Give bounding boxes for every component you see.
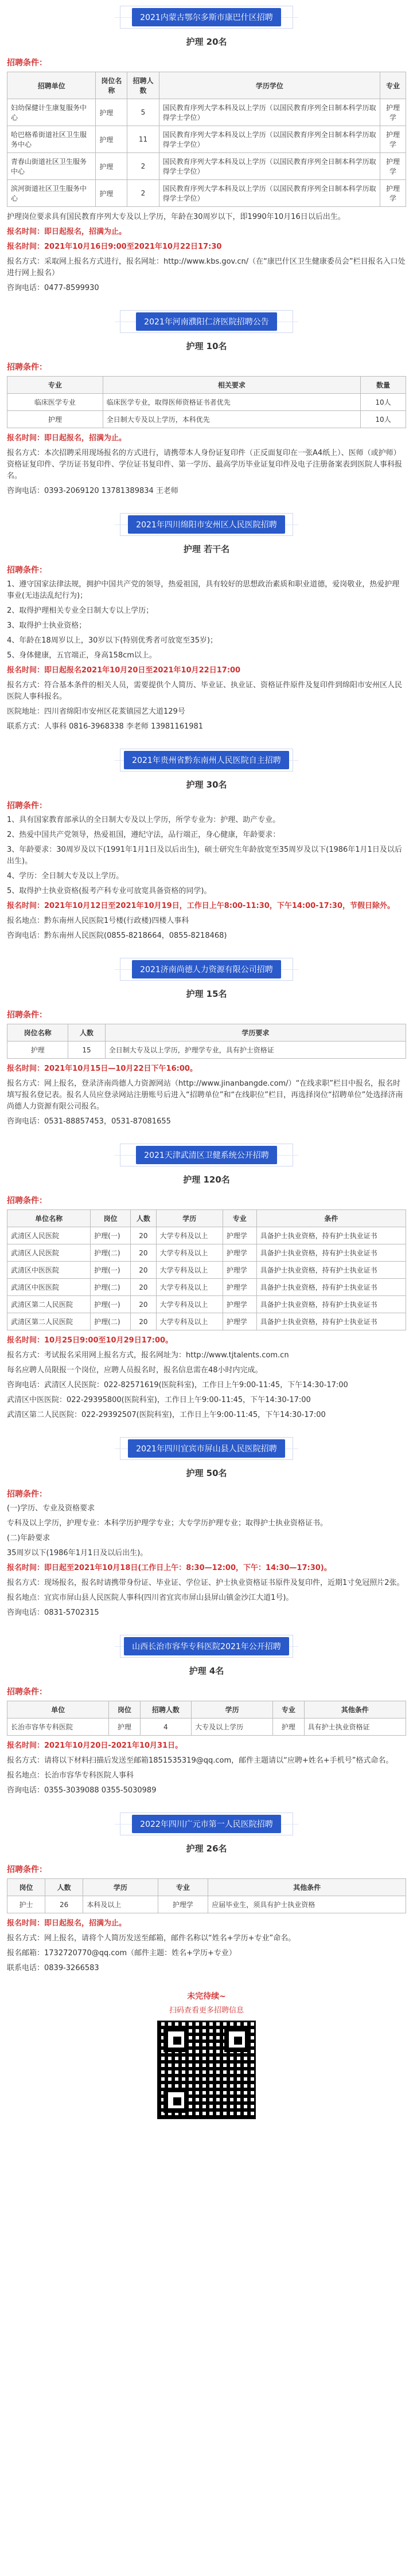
- section-title-box: [120, 958, 293, 981]
- note: 武清区第二人民医院：022-29392507(医院科室)，工作日上午9:00-11:45，下午14:30-17:00: [7, 1411, 326, 1419]
- table-row: [7, 99, 406, 126]
- note: 医院地址：四川省绵阳市安州区花荄镇园艺大道129号: [7, 707, 185, 716]
- table-cell: 10人: [360, 411, 406, 428]
- table-cell: 护理学: [223, 1262, 256, 1279]
- note: 联系电话：0839-3266583: [7, 1964, 99, 1972]
- table-cell: 大学专科及以上: [156, 1296, 223, 1313]
- section-title: 2022年四川广元市第一人民医院招聘: [132, 1815, 281, 1833]
- note: 咨询电话：0531-88857453，0531-87081655: [7, 1117, 171, 1126]
- table-header: 其他条件: [208, 1879, 406, 1896]
- table-cell: 4: [140, 1718, 191, 1736]
- note: 报名地点：长治市容华专科医院人事科: [7, 1771, 134, 1780]
- table-header: 其他条件: [304, 1701, 406, 1718]
- table-cell: 武清区第二人民医院: [7, 1313, 91, 1330]
- note: 咨询电话：武清区人民医院：022-82571619(医院科室)，工作日上午9:00-11:45，下午14:30-17:00: [7, 1381, 348, 1389]
- section-title-box: [120, 1635, 293, 1658]
- table-row: [7, 1296, 406, 1313]
- note: 每名应聘人员限报一个岗位，应聘人员报名时，报名信息需在48小时内完成。: [7, 1366, 263, 1375]
- section-title: 山西长治市容华专科医院2021年公开招聘: [124, 1637, 289, 1655]
- note: (一)学历、专业及资格要求: [7, 1504, 95, 1513]
- table-cell: 大学专科及以上: [156, 1279, 223, 1296]
- table-cell: 20: [131, 1313, 156, 1330]
- table-header: 岗位: [91, 1210, 131, 1227]
- table-cell: 护理: [96, 153, 127, 180]
- note: 报名方式：采取网上报名方式进行，报名网址：http://www.kbs.gov.cn/（在“康巴什区卫生健康委员会”栏目报名入口处进行网上报名）: [7, 257, 406, 277]
- table-cell: 武清区中医医院: [7, 1262, 91, 1279]
- table-cell: 护理: [96, 126, 127, 153]
- table-cell: 国民教育序列大学本科及以上学历（以国民教育序列全日制本科学历取得学士学位）: [159, 180, 380, 207]
- conditions-label: 招聘条件：: [7, 1490, 47, 1499]
- table-header: 相关要求: [103, 377, 360, 394]
- conditions-label: 招聘条件：: [7, 58, 47, 68]
- table-cell: 护理(一): [91, 1296, 131, 1313]
- table-cell: 大学专科及以上: [156, 1227, 223, 1244]
- table-cell: 护理学: [380, 153, 406, 180]
- qr-code[interactable]: [157, 2021, 256, 2119]
- table-cell: 大专及以上学历: [192, 1718, 273, 1736]
- table-header: 专业: [223, 1210, 256, 1227]
- table-header: 招聘人数: [127, 72, 159, 99]
- note: 报名邮箱：1732720770@qq.com（邮件主题：姓名+学历+专业）: [7, 1949, 236, 1958]
- table-cell: 20: [131, 1227, 156, 1244]
- note: 3、取得护士执业资格；: [7, 621, 87, 630]
- table-cell: 本科及以上: [83, 1896, 158, 1913]
- recruit-section-4: [7, 958, 406, 1128]
- post-count: 护理 20名: [186, 37, 227, 47]
- table-cell: 全日制大专及以上学历，护理学专业，具有护士资格证: [105, 1042, 406, 1059]
- recruit-table: [7, 72, 406, 207]
- table-header: 单位: [7, 1701, 109, 1718]
- conditions-label: 招聘条件：: [7, 566, 47, 575]
- table-header: 条件: [256, 1210, 406, 1227]
- table-cell: 具备护士执业资格，持有护士执业证书: [256, 1227, 406, 1244]
- table-cell: 国民教育序列大学本科及以上学历（以国民教育序列全日制本科学历取得学士学位）: [159, 153, 380, 180]
- note: 报名方式：网上报名，登录济南尚德人力资源网站（http://www.jinanbangde.com/）“在线求职”栏目中报名，报名时填写报名登记表。报名人员应登录网站注册账号后进入“招聘单位”和“在线职位”栏目，再选择岗位“招聘单位”处选择济南尚德人力资源有限公司报名。: [7, 1079, 403, 1111]
- note: 1、遵守国家法律法规，拥护中国共产党的领导，热爱祖国，具有较好的思想政治素质和职业道德，爱岗敬业，热爱护理事业(无违法乱纪行为)；: [7, 580, 400, 600]
- recruit-section-5: [7, 1144, 406, 1421]
- section-title: 2021济南尚德人力资源有限公司招聘: [132, 960, 281, 978]
- table-header: 招聘人数: [140, 1701, 191, 1718]
- table-cell: 护理: [109, 1718, 140, 1736]
- section-title-box: [120, 6, 293, 29]
- table-cell: 武清区第二人民医院: [7, 1296, 91, 1313]
- table-header: 人数: [68, 1024, 105, 1042]
- table-cell: 具备护士执业资格，持有护士执业证书: [256, 1296, 406, 1313]
- post-count: 护理 若干名: [183, 544, 230, 554]
- section-title-box: [120, 749, 293, 772]
- table-header: 学历: [156, 1210, 223, 1227]
- table-header: 学历学位: [159, 72, 380, 99]
- note: 报名时间：即日起报名，招满为止。: [7, 1919, 127, 1928]
- table-header: 学历要求: [105, 1024, 406, 1042]
- conditions-label: 招聘条件：: [7, 801, 47, 811]
- note: 报名时间：即日起报名2021年10月20日至2021年10月22日17:00: [7, 666, 241, 675]
- table-cell: 护理: [273, 1718, 304, 1736]
- recruit-section-3: [7, 749, 406, 942]
- recruit-section-6: [7, 1437, 406, 1619]
- note: 报名时间：2021年10月16日9:00至2021年10月22日17:30: [7, 242, 222, 251]
- table-cell: 大学专科及以上: [156, 1244, 223, 1262]
- table-cell: 应届毕业生，须具有护士执业资格: [208, 1896, 406, 1913]
- table-cell: 长治市容华专科医院: [7, 1718, 109, 1736]
- table-cell: 武清区人民医院: [7, 1244, 91, 1262]
- table-cell: 具备护士执业资格，持有护士执业证书: [256, 1262, 406, 1279]
- qr-eye-icon: [224, 2027, 250, 2052]
- table-cell: 国民教育序列大学本科及以上学历（以国民教育序列全日制本科学历取得学士学位）: [159, 99, 380, 126]
- recruit-section-8: [7, 1812, 406, 1974]
- table-cell: 临床医学专业: [7, 394, 103, 411]
- table-cell: 15: [68, 1042, 105, 1059]
- recruitment-page: [0, 6, 413, 2119]
- note: 报名时间：10月25日9:00至10月29日17:00。: [7, 1336, 173, 1345]
- table-header: 专业: [7, 377, 103, 394]
- table-cell: 具有护士执业资格证: [304, 1718, 406, 1736]
- table-header: 岗位名称: [7, 1024, 68, 1042]
- table-cell: 武清区人民医院: [7, 1227, 91, 1244]
- table-cell: 护理(一): [91, 1227, 131, 1244]
- table-cell: 护理: [7, 411, 103, 428]
- note: 咨询电话：0477-8599930: [7, 284, 99, 292]
- table-row: [7, 1227, 406, 1244]
- table-cell: 5: [127, 99, 159, 126]
- table-cell: 20: [131, 1244, 156, 1262]
- table-row: [7, 180, 406, 207]
- table-cell: 国民教育序列大学本科及以上学历（以国民教育序列全日制本科学历取得学士学位）: [159, 126, 380, 153]
- note: 2、热爱中国共产党领导，热爱祖国，遵纪守法，品行端正，身心健康，年龄要求：: [7, 831, 280, 839]
- section-title: 2021年四川宜宾市屏山县人民医院招聘: [128, 1439, 285, 1458]
- note: 护理岗位要求具有国民教育序列大专及以上学历，年龄在30周岁以下，即1990年10月16日以后出生。: [7, 213, 345, 221]
- qr-code-container: [0, 2021, 413, 2119]
- table-cell: 护理(二): [91, 1244, 131, 1262]
- note: 联系方式：人事科 0816-3968338 李老师 13981161981: [7, 722, 204, 731]
- table-cell: 20: [131, 1279, 156, 1296]
- table-header: 人数: [131, 1210, 156, 1227]
- table-cell: 护理学: [380, 126, 406, 153]
- section-title-box: [120, 513, 293, 536]
- table-header: 专业: [380, 72, 406, 99]
- note: 报名时间：即日起报名，招满为止。: [7, 434, 127, 443]
- table-cell: 护理(二): [91, 1279, 131, 1296]
- note: 报名方式：本次招聘采用现场报名的方式进行，请携带本人身份证复印件（正反面复印在一张A4纸上）、医师（或护师）资格证复印件、学历证书复印件、学位证书复印件、第一学历、最高学历毕业证复印件及电子注册备案表到医院人事科报名。: [7, 449, 403, 480]
- note: 4、年龄在18周岁以上，30岁以下(特别优秀者可放宽至35岁)；: [7, 636, 218, 645]
- recruit-table: [7, 1878, 406, 1913]
- footer-hint: 未完待续~: [187, 1992, 226, 2001]
- qr-eye-icon: [163, 2088, 189, 2113]
- table-cell: 2: [127, 180, 159, 207]
- post-count: 护理 120名: [183, 1175, 230, 1185]
- post-count: 护理 15名: [186, 989, 227, 999]
- table-row: [7, 1244, 406, 1262]
- post-count: 护理 26名: [186, 1843, 227, 1854]
- recruit-section-7: [7, 1635, 406, 1796]
- table-header: 岗位名称: [96, 72, 127, 99]
- table-row: [7, 411, 406, 428]
- note: 3、年龄要求：30周岁及以下(1991年1月1日及以后出生)，硕士研究生年龄放宽至35周岁及以下(1986年1月1日及以后出生)。: [7, 845, 402, 866]
- table-row: [7, 126, 406, 153]
- table-cell: 滨河街道社区卫生服务中心: [7, 180, 96, 207]
- post-count: 护理 50名: [186, 1468, 227, 1478]
- table-cell: 护理学: [223, 1279, 256, 1296]
- table-header: 数量: [360, 377, 406, 394]
- table-cell: 护理学: [223, 1313, 256, 1330]
- recruit-table: [7, 1024, 406, 1059]
- note: 4、学历：全日制大专及以上学历。: [7, 872, 124, 880]
- note: 报名方式：网上报名，请将个人简历发送至邮箱，邮件名称以“姓名+学历+专业”命名。: [7, 1934, 296, 1943]
- recruit-table: [7, 1209, 406, 1330]
- table-cell: 哈巴格希街道社区卫生服务中心: [7, 126, 96, 153]
- table-cell: 青春山街道社区卫生服务中心: [7, 153, 96, 180]
- recruit-table: [7, 376, 406, 428]
- conditions-label: 招聘条件：: [7, 1865, 47, 1874]
- note: 报名地点：宜宾市屏山县人民医院人事科(四川省宜宾市屏山县屏山镇金沙江大道1号)。: [7, 1594, 294, 1602]
- table-cell: 妇幼保健计生康复服务中心: [7, 99, 96, 126]
- table-row: [7, 1042, 406, 1059]
- table-cell: 护理学: [223, 1244, 256, 1262]
- section-title: 2021年贵州省黔东南州人民医院自主招聘: [124, 751, 289, 769]
- table-cell: 护理: [96, 99, 127, 126]
- note: 5、取得护士执业资格(报考产科专业可放宽具备资格的同学)。: [7, 887, 212, 895]
- table-cell: 护理: [96, 180, 127, 207]
- table-header: 学历: [83, 1879, 158, 1896]
- table-cell: 20: [131, 1262, 156, 1279]
- table-cell: 护理学: [223, 1296, 256, 1313]
- section-title: 2021内蒙古鄂尔多斯市康巴什区招聘: [132, 8, 281, 26]
- qr-eye-icon: [163, 2027, 189, 2052]
- recruit-section-2: [7, 513, 406, 733]
- note: 报名时间：即日起至2021年10月18日(工作日上午：8:30—12:00，下午：14:30—17:30)。: [7, 1564, 332, 1572]
- note: (二)年龄要求: [7, 1534, 50, 1543]
- table-cell: 具备护士执业资格，持有护士执业证书: [256, 1313, 406, 1330]
- table-header: 人数: [45, 1879, 83, 1896]
- conditions-label: 招聘条件：: [7, 1011, 47, 1020]
- table-row: [7, 153, 406, 180]
- section-title: 2021年河南濮阳仁济医院招聘公告: [136, 312, 277, 331]
- table-row: [7, 394, 406, 411]
- table-header: 学历: [192, 1701, 273, 1718]
- table-row: [7, 1718, 406, 1736]
- note: 咨询电话：黔东南州人民医院(0855-8218664，0855-8218468): [7, 931, 227, 940]
- table-header: 专业: [273, 1701, 304, 1718]
- conditions-label: 招聘条件：: [7, 363, 47, 372]
- footer-hint2: 扫码查看更多招聘信息: [169, 2006, 244, 2015]
- note: 咨询电话：0393-2069120 13781389834 王老师: [7, 487, 178, 495]
- note: 5、身体健康，五官端正，身高158cm以上。: [7, 651, 157, 660]
- section-title: 2021天津武清区卫健系统公开招聘: [136, 1146, 277, 1164]
- note: 报名时间：2021年10月15日—10月22日下午16:00。: [7, 1064, 197, 1073]
- recruit-section-0: [7, 6, 406, 294]
- table-cell: 护理学: [380, 99, 406, 126]
- note: 报名方式：考试报名采用网上报名方式，报名网址为：http://www.tjtalents.com.cn: [7, 1351, 289, 1360]
- table-row: [7, 1262, 406, 1279]
- table-cell: 11: [127, 126, 159, 153]
- note: 报名方式：请将以下材料扫描后发送至邮箱1851535319@qq.com，邮件主题请以“应聘+姓名+手机号”格式命名。: [7, 1756, 393, 1765]
- post-count: 护理 4名: [189, 1666, 224, 1676]
- table-cell: 大学专科及以上: [156, 1262, 223, 1279]
- note: 1、具有国家教育部承认的全日制大专及以上学历，所学专业为：护理、助产专业。: [7, 816, 280, 824]
- table-cell: 10人: [360, 394, 406, 411]
- note: 2、取得护理相关专业全日制大专以上学历；: [7, 606, 154, 615]
- table-cell: 全日制大专及以上学历，本科优先: [103, 411, 360, 428]
- note: 报名方式：符合基本条件的相关人员，需要提供个人简历、毕业证、执业证、资格证件原件及复印件到绵阳市安州区人民医院人事科报名。: [7, 681, 403, 701]
- table-cell: 护理学: [158, 1896, 208, 1913]
- table-cell: 护士: [7, 1896, 45, 1913]
- section-title-box: [120, 1437, 293, 1460]
- table-row: [7, 1279, 406, 1296]
- table-header: 专业: [158, 1879, 208, 1896]
- table-cell: 20: [131, 1296, 156, 1313]
- note: 报名时间：2021年10月12日至2021年10月19日，工作日上午8:00-11:30，下午14:00-17:30，节假日除外。: [7, 902, 395, 910]
- section-title-box: [120, 310, 293, 333]
- section-title: 2021年四川绵阳市安州区人民医院招聘: [128, 515, 285, 534]
- table-row: [7, 1896, 406, 1913]
- note: 报名地点：黔东南州人民医院1号楼(行政楼)四楼人事科: [7, 917, 189, 925]
- post-count: 护理 30名: [186, 780, 227, 790]
- note: 报名时间：即日起报名，招满为止。: [7, 228, 127, 236]
- note: 咨询电话：0831-5702315: [7, 1608, 99, 1617]
- table-cell: 2: [127, 153, 159, 180]
- table-header: 岗位: [7, 1879, 45, 1896]
- recruit-table: [7, 1701, 406, 1736]
- table-header: 单位名称: [7, 1210, 91, 1227]
- table-row: [7, 1313, 406, 1330]
- table-cell: 护理(二): [91, 1313, 131, 1330]
- table-cell: 护理(一): [91, 1262, 131, 1279]
- table-cell: 26: [45, 1896, 83, 1913]
- table-cell: 护理学: [380, 180, 406, 207]
- note: 报名时间：2021年10月20日-2021年10月31日。: [7, 1741, 183, 1750]
- table-cell: 具备护士执业资格，持有护士执业证书: [256, 1244, 406, 1262]
- note: 专科及以上学历，护理专业：本科学历护理学专业；大专学历护理专业；取得护士执业资格证书。: [7, 1519, 328, 1528]
- table-header: 岗位: [109, 1701, 140, 1718]
- table-cell: 护理学: [223, 1227, 256, 1244]
- table-cell: 临床医学专业，取得医师资格证书者优先: [103, 394, 360, 411]
- section-title-box: [120, 1812, 293, 1835]
- note: 报名方式：现场报名，报名时请携带身份证、毕业证、学位证、护士执业资格证书原件及复印件，近期1寸免冠照片2张。: [7, 1579, 404, 1587]
- conditions-label: 招聘条件：: [7, 1196, 47, 1205]
- table-cell: 大学专科及以上: [156, 1313, 223, 1330]
- section-title-box: [120, 1144, 293, 1166]
- note: 咨询电话：0355-3039088 0355-5030989: [7, 1786, 157, 1795]
- table-cell: 具备护士执业资格，持有护士执业证书: [256, 1279, 406, 1296]
- table-header: 招聘单位: [7, 72, 96, 99]
- table-cell: 武清区中医医院: [7, 1279, 91, 1296]
- table-cell: 护理: [7, 1042, 68, 1059]
- note: 武清区中医医院：022-29395800(医院科室)，工作日上午9:00-11:45，下午14:30-17:00: [7, 1396, 311, 1404]
- recruit-section-1: [7, 310, 406, 497]
- conditions-label: 招聘条件：: [7, 1688, 47, 1697]
- post-count: 护理 10名: [186, 341, 227, 351]
- note: 35周岁以下(1986年1月1日及以后出生)。: [7, 1549, 148, 1557]
